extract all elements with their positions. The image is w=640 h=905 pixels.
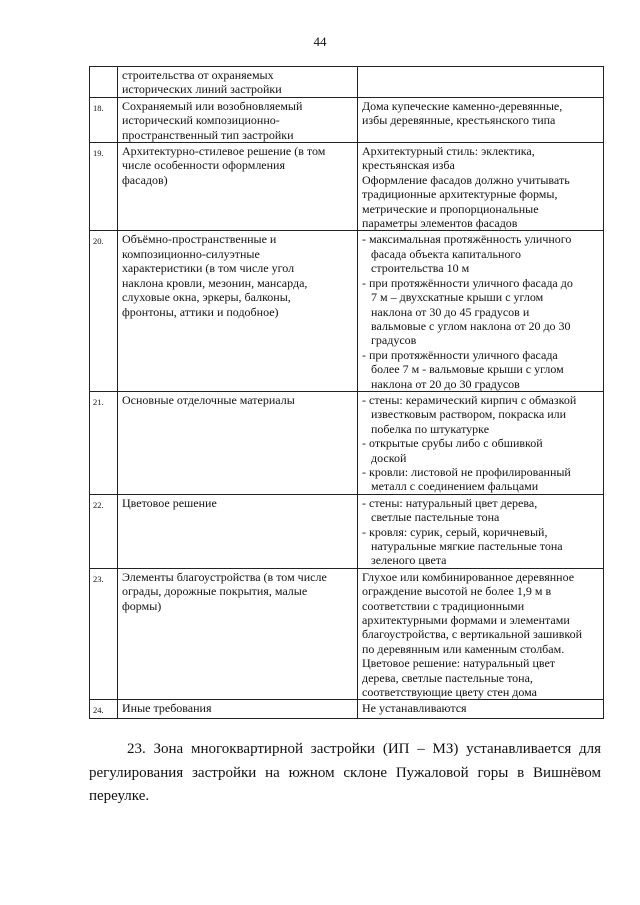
value-line: соответствии с традиционными [362, 598, 525, 613]
parameter-line: строительства от охраняемых [122, 68, 274, 82]
parameter-line: композиционно-силуэтные [122, 246, 260, 261]
row-number [90, 67, 118, 98]
value-line: - при протяжённости уличного фасада [362, 347, 558, 362]
paragraph-line: регулирования застройки на южном склоне Пужаловой горы в Вишнёвом [89, 764, 601, 781]
value-line: градусов [362, 333, 417, 348]
parameter-line: Архитектурно-стилевое решение (в том [122, 144, 326, 159]
value-line: метрические и пропорциональные [362, 201, 539, 216]
value-line: светлые пастельные тона [362, 510, 500, 525]
value-line: Дома купеческие каменно-деревянные, [362, 98, 563, 113]
value-line: Оформление фасадов должно учитывать [362, 172, 570, 187]
parameter-cell [118, 391, 358, 494]
row-number: 18. [90, 97, 118, 142]
table-row [90, 67, 604, 98]
parameter-line: наклона кровли, мезонин, мансарда, [122, 275, 308, 290]
parameter-line: формы) [122, 598, 162, 613]
parameter-line: Основные отделочные материалы [122, 392, 295, 407]
paragraph-line: 23. Зона многоквартирной застройки (ИП – МЗ) устанавливается для [127, 741, 601, 757]
table-row [90, 700, 604, 718]
value-line: Цветовое решение: натуральный цвет [362, 656, 556, 671]
value-line: фасада объекта капитального [362, 246, 522, 261]
parameter-cell [118, 494, 358, 568]
row-number: 24. [90, 700, 118, 718]
table-row [90, 568, 604, 700]
table-row [90, 97, 604, 142]
value-line: побелка по штукатурке [362, 421, 490, 436]
value-cell [358, 97, 604, 142]
value-line: по деревянным или каменным столбам. [362, 641, 565, 656]
value-line: - при протяжённости уличного фасада до [362, 275, 573, 290]
value-line: традиционные архитектурные формы, [362, 187, 558, 202]
value-line: соответствующие цвету стен дома [362, 685, 537, 700]
parameter-line: Объёмно-пространственные и [122, 232, 277, 247]
value-cell [358, 568, 604, 700]
parameter-line: исторических линий застройки [122, 82, 282, 97]
regulations-table [89, 66, 604, 719]
parameter-line: характеристики (в том числе угол [122, 261, 295, 276]
parameter-line: исторический композиционно- [122, 113, 280, 128]
value-line: более 7 м - вальмовые крыши с углом [362, 362, 564, 377]
value-line: благоустройства, с вертикальной зашивкой [362, 627, 583, 642]
value-line: избы деревянные, крестьянского типа [362, 113, 556, 128]
value-line: Глухое или комбинированное деревянное [362, 569, 575, 584]
value-line: Архитектурный стиль: эклектика, [362, 144, 535, 159]
value-line: Не устанавливаются [362, 701, 467, 716]
value-line: вальмовые с углом наклона от 20 до 30 [362, 318, 571, 333]
table-row [90, 494, 604, 568]
value-cell [358, 391, 604, 494]
value-cell [358, 143, 604, 231]
value-line: архитектурными формами и элементами [362, 613, 570, 628]
parameter-cell [118, 568, 358, 700]
value-line: - стены: натуральный цвет дерева, [362, 495, 538, 510]
value-cell [358, 700, 604, 718]
parameter-line: Иные требования [122, 701, 212, 716]
parameter-line: Сохраняемый или возобновляемый [122, 98, 303, 113]
value-cell [358, 67, 604, 98]
zone-paragraph [89, 738, 601, 809]
page-number: 44 [313, 34, 327, 49]
parameter-cell [118, 231, 358, 391]
value-line: - открытые срубы либо с обшивкой [362, 436, 543, 451]
value-line: крестьянская изба [362, 158, 455, 173]
parameter-cell [118, 700, 358, 718]
value-line: зеленого цвета [362, 553, 447, 568]
value-line: - кровля: сурик, серый, коричневый, [362, 524, 548, 539]
parameter-line: фасадов) [122, 172, 168, 187]
value-line: строительства 10 м [362, 261, 470, 276]
parameter-line: пространственный тип застройки [122, 127, 294, 142]
parameter-line: числе особенности оформления [122, 158, 285, 173]
value-line: ограждение высотой не более 1,9 м в [362, 584, 552, 599]
value-line: параметры элементов фасадов [362, 216, 518, 231]
table-row [90, 231, 604, 391]
row-number: 22. [90, 494, 118, 568]
value-cell [358, 231, 604, 391]
row-number: 23. [90, 568, 118, 700]
row-number: 19. [90, 143, 118, 231]
table-row [90, 143, 604, 231]
value-line: натуральные мягкие пастельные тона [362, 539, 563, 553]
value-line: доской [362, 450, 407, 465]
parameter-cell [118, 143, 358, 231]
parameter-line: слуховые окна, эркеры, балконы, [122, 290, 291, 305]
value-line: - кровли: листовой не профилированный [362, 464, 571, 479]
value-line: 7 м – двухскатные крыши с углом [362, 290, 544, 305]
value-line: известковым раствором, покраска или [362, 407, 567, 422]
parameter-line: фронтоны, аттики и подобное) [122, 304, 279, 319]
value-cell [358, 494, 604, 568]
value-line: металл с соединением фальцами [362, 479, 539, 494]
paragraph-line: переулке. [89, 788, 150, 804]
table-body [90, 67, 604, 719]
table-row [90, 391, 604, 494]
value-line: дерева, светлые пастельные тона, [362, 670, 533, 685]
value-line: наклона от 30 до 45 градусов и [362, 304, 530, 319]
parameter-cell [118, 67, 358, 98]
parameter-cell [118, 97, 358, 142]
parameter-line: Элементы благоустройства (в том числе [122, 569, 327, 584]
parameter-line: Цветовое решение [122, 495, 217, 510]
value-line: - максимальная протяжённость уличного [362, 232, 572, 247]
value-line: - стены: керамический кирпич с обмазкой [362, 392, 577, 407]
value-line: наклона от 20 до 30 градусов [362, 376, 520, 391]
row-number: 21. [90, 391, 118, 494]
parameter-line: ограды, дорожные покрытия, малые [122, 584, 308, 599]
row-number: 20. [90, 231, 118, 391]
